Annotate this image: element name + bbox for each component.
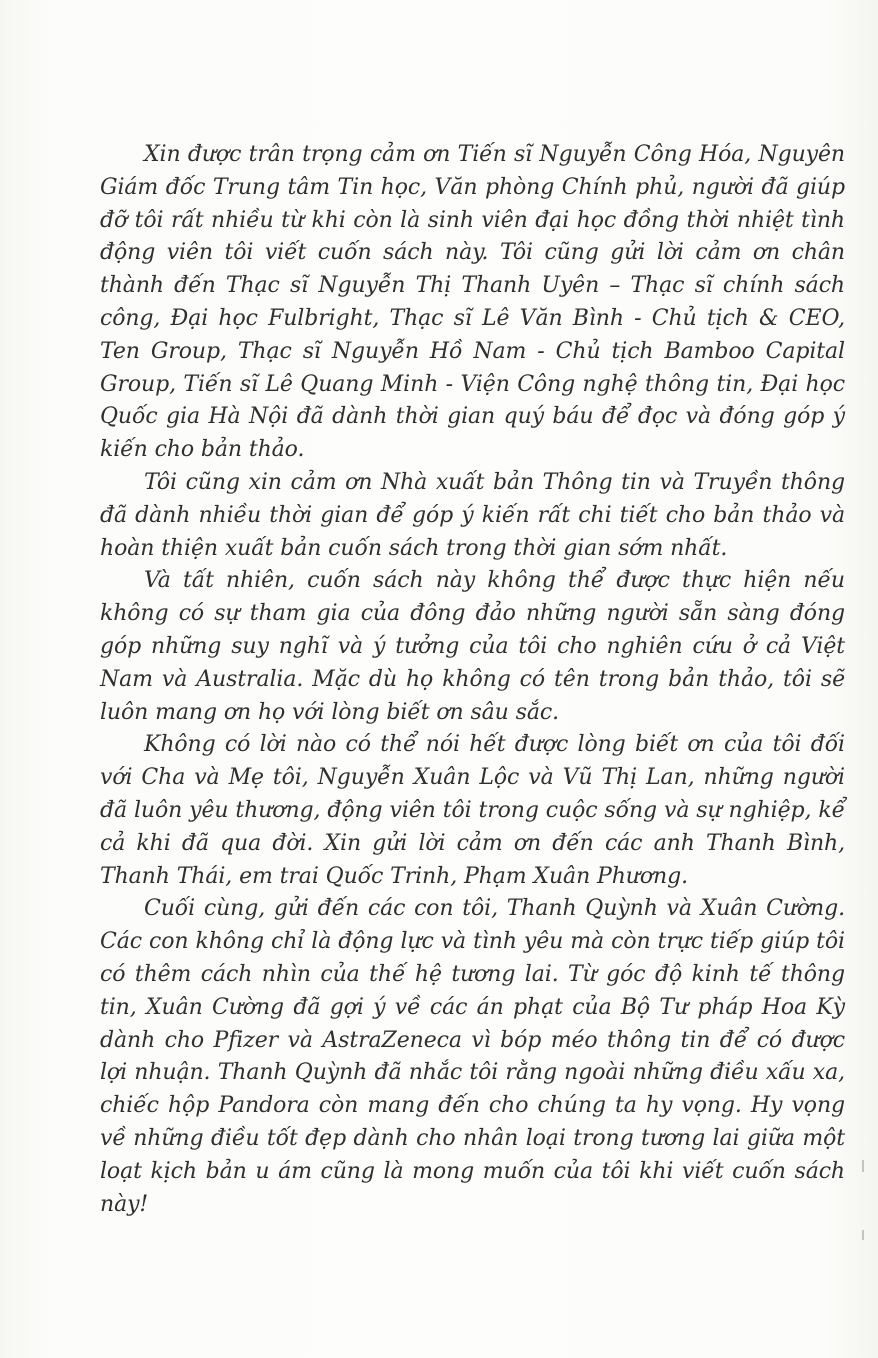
- acknowledgements-text: [100, 139, 845, 1221]
- paragraph-2: Tôi cũng xin cảm ơn Nhà xuất bản Thông tin và Truyền thông đã dành nhiều thời gian để góp ý kiến rất chi tiết cho bản thảo và hoàn thiện xuất bản cuốn sách trong thời gian sớm nhất.: [100, 469, 845, 561]
- scan-edge-mark: [862, 1160, 864, 1172]
- paragraph-1: Xin được trân trọng cảm ơn Tiến sĩ Nguyễn Công Hóa, Nguyên Giám đốc Trung tâm Tin học, Văn phòng Chính phủ, người đã giúp đỡ tôi rất nhiều từ khi còn là sinh viên đại học đồng thời nhiệt tình động viên tôi viết cuốn sách này. Tôi cũng gửi lời cảm ơn chân thành đến Thạc sĩ Nguyễn Thị Thanh Uyên – Thạc sĩ chính sách công, Đại học Fulbright, Thạc sĩ Lê Văn Bình - Chủ tịch & CEO, Ten Group, Thạc sĩ Nguyễn Hồ Nam - Chủ tịch Bamboo Capital Group, Tiến sĩ Lê Quang Minh - Viện Công nghệ thông tin, Đại học Quốc gia Hà Nội đã dành thời gian quý báu để đọc và đóng góp ý kiến cho bản thảo.: [100, 142, 845, 463]
- paragraph-4: Không có lời nào có thể nói hết được lòng biết ơn của tôi đối với Cha và Mẹ tôi, Nguyễn Xuân Lộc và Vũ Thị Lan, những người đã luôn yêu thương, động viên tôi trong cuộc sống và sự nghiệp, kể cả khi đã qua đời. Xin gửi lời cảm ơn đến các anh Thanh Bình, Thanh Thái, em trai Quốc Trinh, Phạm Xuân Phương.: [100, 732, 845, 889]
- scan-edge-mark: [862, 1230, 864, 1240]
- paragraph-5: Cuối cùng, gửi đến các con tôi, Thanh Quỳnh và Xuân Cường. Các con không chỉ là động lực và tình yêu mà còn trực tiếp giúp tôi có thêm cách nhìn của thế hệ tương lai. Từ góc độ kinh tế thông tin, Xuân Cường đã gợi ý về các án phạt của Bộ Tư pháp Hoa Kỳ dành cho Pfizer và AstraZeneca vì bóp méo thông tin để có được lợi nhuận. Thanh Quỳnh đã nhắc tôi rằng ngoài những điều xấu xa, chiếc hộp Pandora còn mang đến cho chúng ta hy vọng. Hy vọng về những điều tốt đẹp dành cho nhân loại trong tương lai giữa một loạt kịch bản u ám cũng là mong muốn của tôi khi viết cuốn sách này!: [100, 896, 845, 1217]
- paragraph-3: Và tất nhiên, cuốn sách này không thể được thực hiện nếu không có sự tham gia của đông đảo những người sẵn sàng đóng góp những suy nghĩ và ý tưởng của tôi cho nghiên cứu ở cả Việt Nam và Australia. Mặc dù họ không có tên trong bản thảo, tôi sẽ luôn mang ơn họ với lòng biết ơn sâu sắc.: [100, 568, 845, 725]
